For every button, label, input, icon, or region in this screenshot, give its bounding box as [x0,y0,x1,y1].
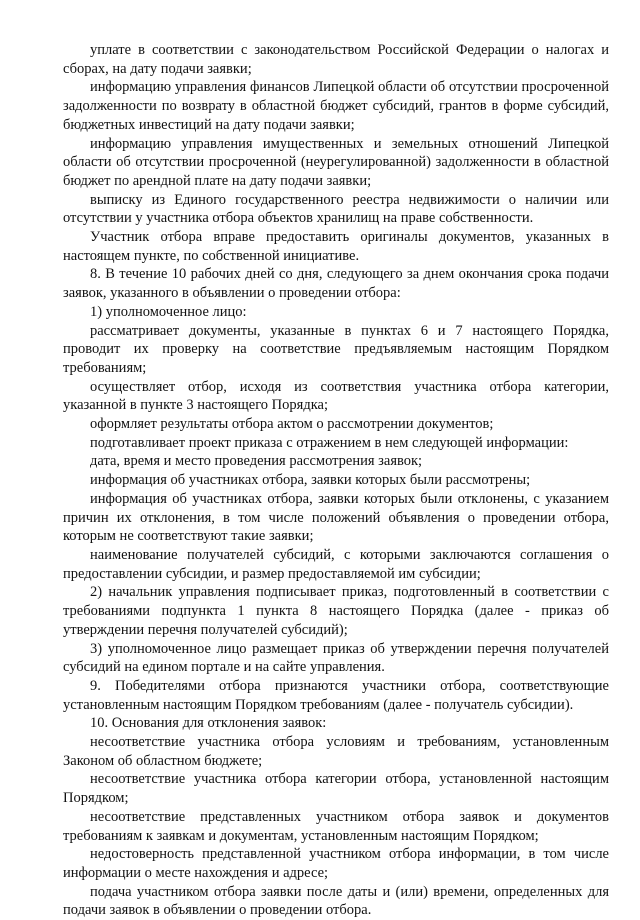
paragraph-clause-8: 8. В течение 10 рабочих дней со дня, следующего за днем окончания срока подачи заявок, указанного в объявлении о проведении отбора: [63,266,609,302]
paragraph-property-department-info: информацию управления имущественных и земельных отношений Липецкой области об отсутствии просроченной (неурегулированной) задолженности в областной бюджет по арендной плате на дату подачи заявки; [63,135,609,189]
paragraph-prepares-order: подготавливает проект приказа с отражением в нем следующей информации: [90,434,569,451]
paragraph-rejection-reason-category: несоответствие участника отбора категории отбора, установленной настоящим Порядком; [63,771,609,807]
paragraph-rejection-reason-conditions: несоответствие участника отбора условиям и требованиям, установленным Законом об областном бюджете; [63,734,609,769]
paragraph-performs-selection: осуществляет отбор, исходя из соответствия участника отбора категории, указанной в пункте 3 настоящего Порядка; [63,378,609,414]
paragraph-originals-optional: Участник отбора вправе предоставить оригиналы документов, указанных в настоящем пункте, по собственной инициативе. [63,229,609,264]
paragraph-head-signs-order: 2) начальник управления подписывает приказ, подготовленный в соответствии с требованиями подпункта 1 пункта 8 настоящего Порядка (далее - приказ об утверждении перечня получателей субсидий); [63,584,609,638]
paragraph-review-date-place: дата, время и место проведения рассмотрения заявок; [90,453,423,470]
paragraph-authorized-person: 1) уполномоченное лицо: [90,303,247,320]
paragraph-finance-department-info: информацию управления финансов Липецкой области об отсутствии просроченной задолженности по возврату в областной бюджет субсидий, грантов в форме субсидий, бюджетных инвестиций на дату подачи заявки; [63,79,609,133]
document-body [63,41,609,920]
paragraph-formalizes-results: оформляет результаты отбора актом о рассмотрении документов; [90,416,494,433]
paragraph-recipients-names: наименование получателей субсидий, с которыми заключаются соглашения о предоставлении субсидии, и размер предоставляемой им субсидии; [63,546,609,582]
paragraph-rejected-participants: информация об участниках отбора, заявки которых были отклонены, с указанием причин их отклонения, в том числе положений объявления о проведении отбора, которым не соответствуют такие заявки; [63,490,609,545]
paragraph-rejection-reason-false-info: недостоверность представленной участником отбора информации, в том числе информации о месте нахождения и адресе; [63,846,609,881]
paragraph-real-estate-registry-extract: выписку из Единого государственного реестра недвижимости о наличии или отсутствии у участника отбора объектов хранилищ на праве собственности. [63,191,609,227]
paragraph-tax-debt-continued: уплате в соответствии с законодательством Российской Федерации о налогах и сборах, на дату подачи заявки; [63,42,609,77]
paragraph-order-publication: 3) уполномоченное лицо размещает приказ об утверждении перечня получателей субсидий на едином портале и на сайте управления. [63,640,609,676]
paragraph-reviewed-participants: информация об участниках отбора, заявки которых были рассмотрены; [90,472,531,489]
paragraph-rejection-reason-late-submission: подача участником отбора заявки после даты и (или) времени, определенных для подачи заявок в объявлении о проведении отбора. [63,883,609,919]
paragraph-clause-9-winners: 9. Победителями отбора признаются участники отбора, соответствующие установленным настоящим Порядком требованиям (далее - получатель субсидии). [63,677,609,713]
paragraph-clause-10-heading: 10. Основания для отклонения заявок: [90,715,327,732]
paragraph-reviews-documents: рассматривает документы, указанные в пунктах 6 и 7 настоящего Порядка, проводит их проверку на соответствие предъявляемым настоящим Порядком требованиям; [63,322,609,376]
paragraph-rejection-reason-documents: несоответствие представленных участником отбора заявок и документов требованиям к заявкам и документам, установленным настоящим Порядком; [63,808,609,844]
